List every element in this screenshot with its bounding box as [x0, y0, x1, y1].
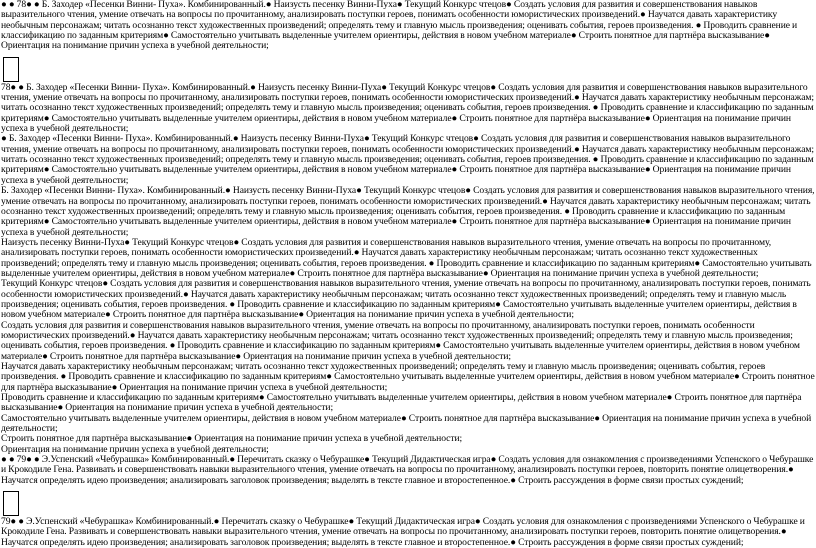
empty-table-cell-2 [3, 491, 19, 516]
paragraph-lesson-78-d: Б. Заходер «Песенки Винни- Пуха». Комбинированный.● Наизусть песенку Винни-Пуха● Текущий Конкурс чтецов● Создать условия для развития и совершенствования навыков выразительного чтения, умение отвечать на вопросы по прочитанному, анализировать поступки героев, понимать особенности юмористических произведений.● Научатся давать характеристику необычным персонажам; читать осознанно текст художественных произведений; определять тему и главную мысль произведения; оценивать события, героев произведения. ● Проводить сравнение и классификацию по заданным критериям● Самостоятельно учитывать выделенные учителем ориентиры, действия в новом учебном материале● Строить понятное для партнёра высказывание● Ориентация на понимание причин успеха в учебной деятельности; [1, 185, 815, 238]
paragraph-lesson-78-c: ● Б. Заходер «Песенки Винни- Пуха». Комбинированный.● Наизусть песенку Винни-Пуха● Текущий Конкурс чтецов● Создать условия для развития и совершенствования навыков выразительного чтения, умение отвечать на вопросы по прочитанному, анализировать поступки героев, понимать особенности юмористических произведений.● Научатся давать характеристику необычным персонажам; читать осознанно текст художественных произведений; определять тему и главную мысль произведения; оценивать события, героев произведения. ● Проводить сравнение и классификацию по заданным критериям● Самостоятельно учитывать выделенные учителем ориентиры, действия в новом учебном материале● Строить понятное для партнёра высказывание● Ориентация на понимание причин успеха в учебной деятельности; [1, 133, 814, 186]
paragraph-regulatory: Самостоятельно учитывать выделенные учителем ориентиры, действия в новом учебном материале● Строить понятное для партнёра высказывание● Ориентация на понимание причин успеха в учебной деятельности; [1, 412, 812, 435]
paragraph-goals: Создать условия для развития и совершенствования навыков выразительного чтения, умение отвечать на вопросы по прочитанному, анализировать поступки героев, понимать особенности юмористических произведений.● Научатся давать характеристику необычным персонажам; читать осознанно текст художественных произведений; определять тему и главную мысль произведения; оценивать события, героев произведения. ● Проводить сравнение и классификацию по заданным критериям● Самостоятельно учитывать выделенные учителем ориентиры, действия в новом учебном материале● Строить понятное для партнёра высказывание● Ориентация на понимание причин успеха в учебной деятельности; [1, 319, 800, 362]
document-page [1, 0, 815, 548]
paragraph-lesson-79-b: 79● ● Э.Успенский «Чебурашка» Комбинированный.● Перечитать сказку о Чебурашке● Текущий Дидактическая игра● Создать условия для ознакомления с произведениями Успенского о Чебурашке и Крокодиле Гена. Развивать и совершенствовать навыки выразительного чтения, умение отвечать на вопросы по прочитанному, анализировать поступки героев, повторить понятие олицетворения.● Научатся определять идею произведения; анализировать заголовок произведения; выделять в тексте главное и второстепенное.● Строить рассуждения в форме связи простых суждений; [1, 516, 805, 548]
paragraph-cognitive: Проводить сравнение и классификацию по заданным критериям● Самостоятельно учитывать выделенные учителем ориентиры, действия в новом учебном материале● Строить понятное для партнёра высказывание● Ориентация на понимание причин успеха в учебной деятельности; [1, 392, 802, 414]
paragraph-communicative: Строить понятное для партнёра высказывание● Ориентация на понимание причин успеха в учебной деятельности; [1, 433, 463, 445]
paragraph-lesson-78-b: 78● ● Б. Заходер «Песенки Винни- Пуха». Комбинированный.● Наизусть песенку Винни-Пуха● Текущий Конкурс чтецов● Создать условия для развития и совершенствования навыков выразительного чтения, умение отвечать на вопросы по прочитанному, анализировать поступки героев, понимать особенности юмористических произведений.● Научатся давать характеристику необычным персонажам; читать осознанно текст художественных произведений; определять тему и главную мысль произведения; оценивать события, героев произведения. ● Проводить сравнение и классификацию по заданным критериям● Самостоятельно учитывать выделенные учителем ориентиры, действия в новом учебном материале● Строить понятное для партнёра высказывание● Ориентация на понимание причин успеха в учебной деятельности; [1, 81, 814, 135]
empty-table-cell [3, 57, 19, 82]
paragraph-lesson-79-a: ● ● 79● ● Э.Успенский «Чебурашка» Комбинированный.● Перечитать сказку о Чебурашке● Текущий Дидактическая игра● Создать условия для ознакомления с произведениями Успенского о Чебурашке и Крокодиле Гена. Развивать и совершенствовать навыки выразительного чтения, умение отвечать на вопросы по прочитанному, анализировать поступки героев, повторить понятие олицетворения.● Научатся определять идею произведения; анализировать заголовок произведения; выделять в тексте главное и второстепенное.● Строить рассуждения в форме связи простых суждений; [1, 454, 814, 486]
paragraph-subject-results: Научатся давать характеристику необычным персонажам; читать осознанно текст художественных произведений; определять тему и главную мысль произведения; оценивать события, героев произведения. ● Проводить сравнение и классификацию по заданным критериям● Самостоятельно учитывать выделенные учителем ориентиры, действия в новом учебном материале● Строить понятное для партнёра высказывание● Ориентация на понимание причин успеха в учебной деятельности; [1, 361, 815, 393]
paragraph-lesson-78-a: ● ● 78● ● Б. Заходер «Песенки Винни- Пуха». Комбинированный.● Наизусть песенку Винни-Пуха● Текущий Конкурс чтецов● Создать условия для развития и совершенствования навыков выразительного чтения, умение отвечать на вопросы по прочитанному, анализировать поступки героев, понимать особенности юмористических произведений.● Научатся давать характеристику необычным персонажам; читать осознанно текст художественных произведений; определять тему и главную мысль произведения; оценивать события, героев произведения. ● Проводить сравнение и классификацию по заданным критериям● Самостоятельно учитывать выделенные учителем ориентиры, действия в новом учебном материале● Строить понятное для партнёра высказывание● Ориентация на понимание причин успеха в учебной деятельности; [1, 0, 798, 52]
paragraph-control: Текущий Конкурс чтецов● Создать условия для развития и совершенствования навыков выразительного чтения, умение отвечать на вопросы по прочитанному, анализировать поступки героев, понимать особенности юмористических произведений.● Научатся давать характеристику необычным персонажам; читать осознанно текст художественных произведений; определять тему и главную мысль произведения; оценивать события, героев произведения. ● Проводить сравнение и классификацию по заданным критериям● Самостоятельно учитывать выделенные учителем ориентиры, действия в новом учебном материале● Строить понятное для партнёра высказывание● Ориентация на понимание причин успеха в учебной деятельности; [1, 278, 811, 321]
paragraph-personal: Ориентация на понимание причин успеха в учебной деятельности; [1, 443, 269, 455]
paragraph-homework: Наизусть песенку Винни-Пуха● Текущий Конкурс чтецов● Создать условия для развития и совершенствования навыков выразительного чтения, умение отвечать на вопросы по прочитанному, анализировать поступки героев, понимать особенности юмористических произведений.● Научатся давать характеристику необычным персонажам; читать осознанно текст художественных произведений; определять тему и главную мысль произведения; оценивать события, героев произведения. ● Проводить сравнение и классификацию по заданным критериям● Самостоятельно учитывать выделенные учителем ориентиры, действия в новом учебном материале● Строить понятное для партнёра высказывание● Ориентация на понимание причин успеха в учебной деятельности; [1, 236, 812, 279]
